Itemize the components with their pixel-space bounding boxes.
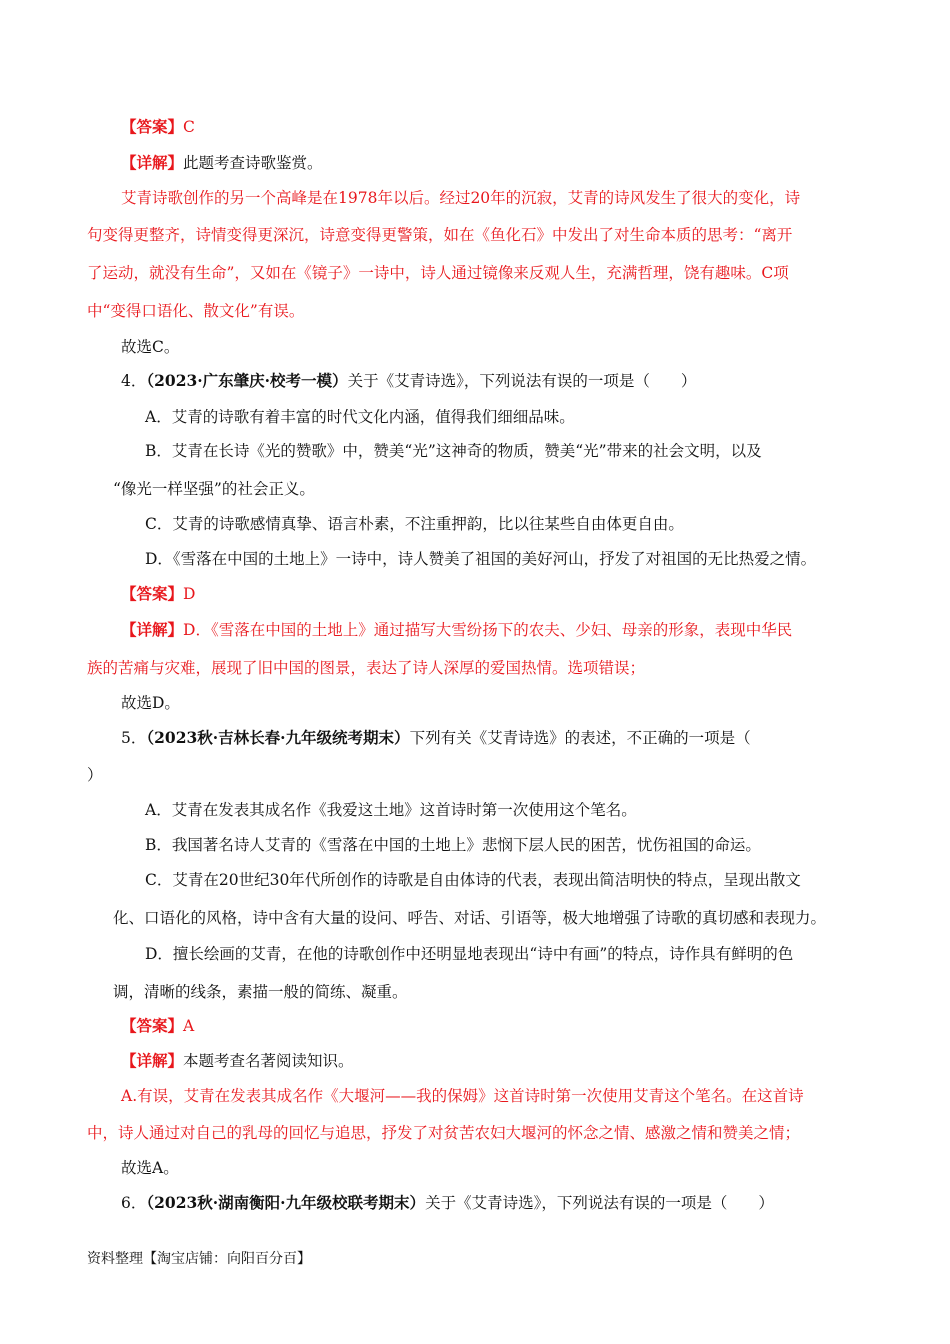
option-d: D．擅长绘画的艾青，在他的诗歌创作中还明显地表现出“诗中有画”的特点，诗作具有鲜明的色 [145, 945, 794, 963]
question-5-stem [121, 727, 751, 749]
page-footer: 资料整理【淘宝店铺：向阳百分百】 [87, 1251, 311, 1267]
q4-answer-line [121, 583, 195, 605]
question-source: （2023秋·吉林长春·九年级统考期末） [146, 728, 410, 747]
option-c-continued: 化、口语化的风格，诗中含有大量的设问、呼告、对话、引语等，极大地增强了诗歌的真切感和表现力。 [113, 909, 827, 927]
explanation-line: 中，诗人通过对自己的乳母的回忆与追思，抒发了对贫苦农妇大堰河的怀念之情、感激之情和赞美之情； [87, 1124, 801, 1142]
question-source: （2023秋·湖南衡阳·九年级校联考期末） [146, 1193, 426, 1212]
option-d: D．《雪落在中国的土地上》一诗中，诗人赞美了祖国的美好河山，抒发了对祖国的无比热爱之情。 [145, 550, 817, 568]
question-text: 关于《艾青诗选》，下列说法有误的一项是（ ） [425, 1194, 774, 1212]
question-text: 下列有关《艾青诗选》的表述，不正确的一项是（ [409, 729, 751, 747]
detail-tag: 【详解】 [121, 153, 184, 172]
option-a: A．艾青的诗歌有着丰富的时代文化内涵，值得我们细细品味。 [145, 408, 575, 426]
option-a: A．艾青在发表其成名作《我爱这土地》这首诗时第一次使用这个笔名。 [145, 801, 637, 819]
conclusion: 故选D。 [121, 694, 180, 712]
answer-value: D [183, 585, 196, 603]
answer-tag: 【答案】 [121, 1016, 184, 1035]
answer-tag: 【答案】 [121, 117, 184, 136]
question-6-stem [121, 1192, 774, 1214]
q3-answer-line [121, 116, 195, 138]
question-text: 关于《艾青诗选》，下列说法有误的一项是（ ） [347, 372, 697, 390]
answer-value: A [183, 1017, 195, 1035]
explanation-line: 了运动，就没有生命”，又如在《镜子》一诗中，诗人通过镜像来反观人生，充满哲理，饶有趣味。C项 [87, 264, 789, 282]
conclusion: 故选A。 [121, 1159, 179, 1177]
question-number: 6． [121, 1194, 147, 1212]
explanation-line: A.有误，艾青在发表其成名作《大堰河——我的保姆》这首诗时第一次使用艾青这个笔名。在这首诗 [121, 1087, 804, 1105]
option-c: C．艾青在20世纪30年代所创作的诗歌是自由体诗的代表，表现出简洁明快的特点，呈现出散文 [145, 871, 801, 889]
question-text-continued: ） [87, 766, 103, 784]
question-source: （2023·广东肇庆·校考一模） [146, 371, 348, 390]
question-number: 4． [121, 372, 147, 390]
detail-tag: 【详解】 [121, 620, 184, 639]
answer-tag: 【答案】 [121, 584, 184, 603]
explanation-line: 中“变得口语化、散文化”有误。 [87, 302, 305, 320]
question-number: 5． [121, 729, 147, 747]
q5-answer-line [121, 1015, 194, 1037]
option-d-continued: 调，清晰的线条，素描一般的简练、凝重。 [113, 983, 408, 1001]
detail-text: D．《雪落在中国的土地上》通过描写大雪纷扬下的农夫、少妇、母亲的形象，表现中华民 [183, 621, 793, 639]
detail-text: 此题考查诗歌鉴赏。 [183, 154, 323, 172]
q3-detail-line [121, 152, 323, 174]
detail-text: 本题考查名著阅读知识。 [183, 1052, 354, 1070]
explanation-line: 艾青诗歌创作的另一个高峰是在1978年以后。经过20年的沉寂，艾青的诗风发生了很大的变化，诗 [121, 189, 801, 207]
conclusion: 故选C。 [121, 338, 180, 356]
answer-value: C [183, 118, 195, 136]
option-c: C．艾青的诗歌感情真挚、语言朴素，不注重押韵，比以往某些自由体更自由。 [145, 515, 684, 533]
option-b: B．艾青在长诗《光的赞歌》中，赞美“光”这神奇的物质，赞美“光”带来的社会文明，以及 [145, 442, 762, 460]
detail-tag: 【详解】 [121, 1051, 184, 1070]
option-b: B．我国著名诗人艾青的《雪落在中国的土地上》悲悯下层人民的困苦，忧伤祖国的命运。 [145, 836, 761, 854]
option-b-continued: “像光一样坚强”的社会正义。 [113, 480, 315, 498]
q4-detail-line [121, 619, 792, 641]
question-4-stem [121, 370, 696, 392]
q5-detail-line [121, 1050, 354, 1072]
explanation-line: 句变得更整齐，诗情变得更深沉，诗意变得更警策，如在《鱼化石》中发出了对生命本质的思考：“离开 [87, 226, 793, 244]
detail-continued: 族的苦痛与灾难，展现了旧中国的图景，表达了诗人深厚的爱国热情。选项错误； [87, 659, 646, 677]
